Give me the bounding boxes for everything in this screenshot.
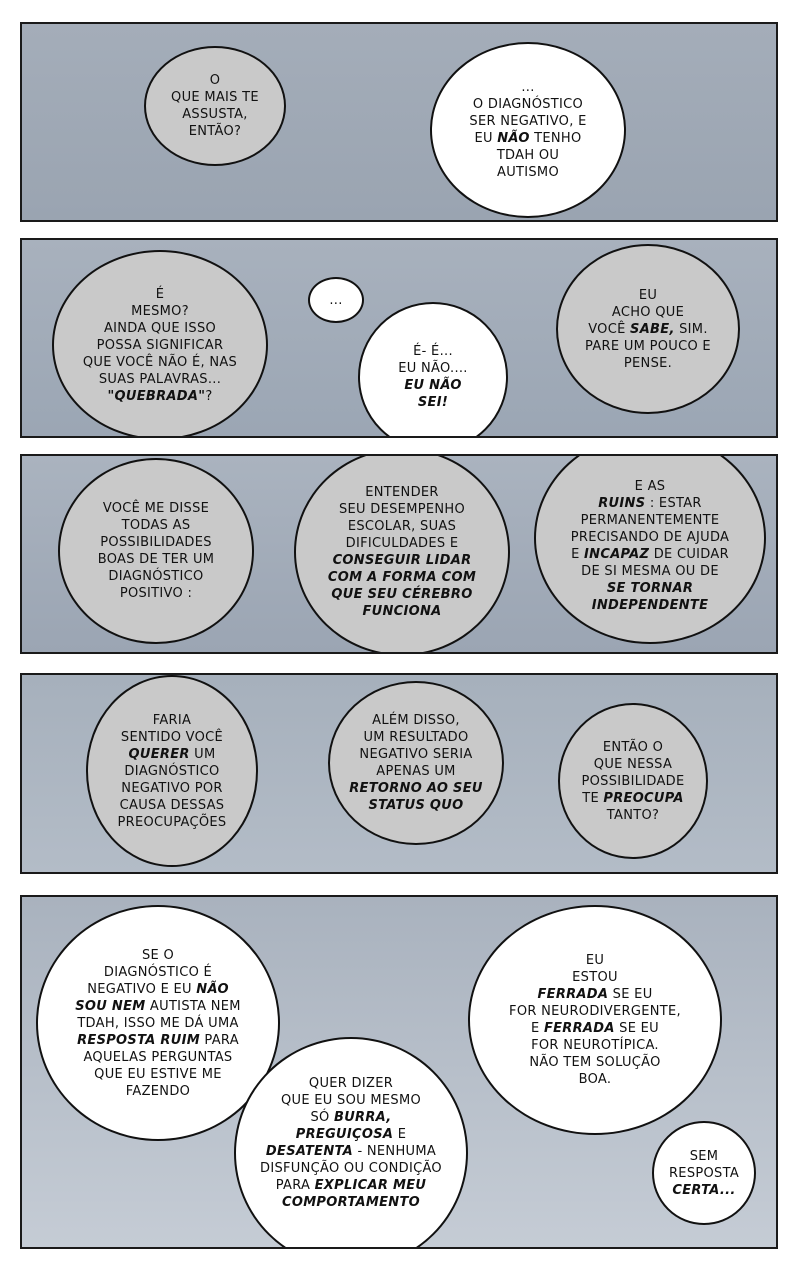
bubble-text	[398, 343, 468, 411]
emphasized-text: SE TORNAR	[606, 581, 694, 596]
text-line	[83, 286, 237, 303]
text-line	[75, 998, 241, 1015]
text-line	[75, 964, 241, 981]
text-segment: DE CUIDAR	[649, 547, 729, 562]
comic-panel-5	[20, 895, 778, 1249]
text-line	[118, 712, 227, 729]
bubble-text	[98, 500, 215, 602]
text-segment: SER NEGATIVO, E	[469, 114, 587, 129]
text-line	[83, 354, 237, 371]
emphasized-text: EU NÃO	[404, 378, 462, 393]
text-line	[260, 1109, 442, 1126]
bubble-text	[328, 484, 476, 620]
emphasized-text: COMPORTAMENTO	[282, 1195, 420, 1210]
speech-bubble	[328, 681, 504, 845]
text-line	[398, 377, 468, 394]
bubble-text	[509, 952, 681, 1088]
text-segment: TDAH, ISSO ME DÁ UMA	[77, 1015, 239, 1031]
text-line	[118, 780, 227, 797]
text-line	[98, 585, 215, 602]
text-segment: DIAGNÓSTICO	[124, 763, 220, 779]
text-line	[328, 586, 476, 603]
comic-panel-3	[20, 454, 778, 654]
text-segment: PERMANENTEMENTE	[580, 513, 720, 528]
text-segment: PARE UM POUCO E	[585, 338, 711, 354]
text-line	[260, 1075, 442, 1092]
text-line	[75, 1066, 241, 1083]
text-line	[260, 1126, 442, 1143]
bubble-text	[83, 286, 237, 405]
text-segment: NEGATIVO E EU	[87, 981, 197, 997]
comic-panel-2	[20, 238, 778, 438]
text-segment: ALÉM DISSO,	[372, 713, 460, 728]
text-segment: DIAGNÓSTICO É	[103, 964, 213, 980]
text-segment: EU NÃO....	[398, 361, 468, 376]
text-segment: ACHO QUE	[611, 304, 685, 320]
text-segment: TDAH OU	[496, 148, 560, 163]
bubble-text	[118, 712, 227, 831]
emphasized-text: CERTA...	[672, 1182, 736, 1198]
text-line	[349, 729, 483, 746]
text-segment: É- É...	[413, 344, 453, 359]
text-segment: DIFICULDADES E	[345, 536, 459, 551]
bubble-text	[585, 287, 711, 372]
speech-bubble	[52, 250, 268, 438]
text-segment: O	[209, 73, 221, 88]
comic-panel-1	[20, 22, 778, 222]
text-line	[260, 1194, 442, 1211]
text-line	[328, 535, 476, 552]
text-line	[83, 371, 237, 388]
emphasized-text: RUINS	[598, 496, 646, 511]
bubble-text	[171, 72, 259, 140]
comic-panel-4	[20, 673, 778, 874]
text-segment: DISFUNÇÃO OU CONDIÇÃO	[260, 1161, 442, 1176]
emphasized-text: INCAPAZ	[584, 547, 650, 562]
bubble-text	[329, 292, 342, 309]
text-line	[571, 546, 729, 563]
text-segment: QUE MAIS TE	[171, 90, 259, 105]
bubble-text	[571, 462, 729, 614]
text-line	[509, 952, 681, 969]
text-segment: TENHO	[529, 131, 582, 146]
text-segment: VOCÊ	[588, 321, 631, 337]
text-segment: QUE EU ESTIVE ME	[94, 1066, 222, 1082]
speech-bubble	[468, 905, 722, 1135]
text-segment: ...	[329, 292, 343, 308]
emphasized-text: DESATENTA	[265, 1144, 354, 1159]
text-segment: RESPOSTA	[668, 1165, 740, 1181]
text-line	[328, 484, 476, 501]
text-line	[75, 981, 241, 998]
speech-bubble	[358, 302, 508, 438]
text-segment: SEM	[689, 1148, 719, 1164]
emphasized-text: FERRADA	[543, 1021, 615, 1036]
emphasized-text: SABE,	[630, 321, 675, 337]
text-line	[469, 79, 586, 96]
emphasized-text: SOU NEM	[75, 998, 146, 1014]
speech-bubble	[534, 454, 766, 644]
text-line	[75, 1015, 241, 1032]
text-segment: POSSA SIGNIFICAR	[96, 337, 224, 353]
text-line	[171, 89, 259, 106]
text-segment: APENAS UM	[376, 764, 456, 779]
text-segment: UM	[189, 746, 216, 762]
emphasized-text: INDEPENDENTE	[591, 598, 709, 613]
text-line	[571, 529, 729, 546]
text-segment: ASSUSTA,	[182, 107, 248, 122]
text-segment: EU	[474, 131, 498, 146]
text-line	[118, 797, 227, 814]
text-line	[328, 603, 476, 620]
text-line	[585, 287, 711, 304]
text-line	[118, 814, 227, 831]
text-line	[469, 164, 586, 181]
bubble-text	[669, 1148, 739, 1199]
speech-bubble	[652, 1121, 756, 1225]
text-segment: ESCOLAR, SUAS	[347, 519, 457, 534]
text-line	[75, 1083, 241, 1100]
text-line	[585, 321, 711, 338]
text-line	[571, 512, 729, 529]
text-segment: QUE EU SOU MESMO	[280, 1093, 421, 1108]
text-segment: SE EU	[614, 1021, 659, 1036]
text-line	[98, 568, 215, 585]
text-segment: BOAS DE TER UM	[97, 552, 215, 567]
text-segment: CAUSA DESSAS	[119, 797, 225, 813]
text-segment: E	[571, 547, 585, 562]
text-line	[571, 597, 729, 614]
text-segment: E AS	[634, 479, 666, 494]
text-line	[118, 763, 227, 780]
text-segment: AUTISTA NEM	[145, 998, 241, 1014]
text-segment: NEGATIVO POR	[121, 780, 223, 796]
emphasized-text: QUE SEU CÉREBRO	[331, 587, 473, 602]
text-line	[83, 303, 237, 320]
text-line	[398, 360, 468, 377]
text-line	[581, 807, 684, 824]
bubble-text	[581, 739, 684, 824]
emphasized-text: QUERER	[128, 746, 190, 762]
text-line	[260, 1160, 442, 1177]
emphasized-text: STATUS QUO	[368, 798, 464, 813]
text-segment: TODAS AS	[121, 518, 191, 533]
text-segment: ENTÃO O	[602, 739, 664, 755]
text-segment: É	[155, 286, 165, 302]
text-line	[469, 113, 586, 130]
text-line	[509, 1020, 681, 1037]
emphasized-text: EXPLICAR MEU	[314, 1178, 427, 1193]
text-segment: ...	[521, 80, 535, 95]
text-segment: DE SI MESMA OU DE	[581, 564, 719, 579]
text-line	[509, 1071, 681, 1088]
text-line	[581, 790, 684, 807]
text-line	[260, 1092, 442, 1109]
text-line	[118, 729, 227, 746]
text-line	[328, 569, 476, 586]
text-line	[669, 1165, 739, 1182]
text-line	[571, 478, 729, 495]
text-segment: NEGATIVO SERIA	[359, 747, 473, 762]
text-line	[349, 780, 483, 797]
emphasized-text: RESPOSTA RUIM	[77, 1032, 200, 1048]
text-segment: PRECISANDO DE AJUDA	[570, 530, 730, 545]
text-segment: FARIA	[152, 712, 192, 728]
text-segment: DIAGNÓSTICO	[108, 569, 204, 584]
text-segment: POSSIBILIDADES	[100, 535, 212, 550]
text-segment: SENTIDO VOCÊ	[120, 729, 224, 745]
text-line	[469, 147, 586, 164]
text-segment: FAZENDO	[125, 1083, 191, 1099]
text-segment: O DIAGNÓSTICO	[472, 97, 584, 112]
text-segment: AUTISMO	[497, 165, 559, 180]
text-segment: E	[393, 1127, 407, 1142]
text-segment: PREOCUPAÇÕES	[117, 814, 227, 830]
text-segment: AQUELAS PERGUNTAS	[83, 1049, 233, 1065]
speech-bubble	[294, 454, 510, 654]
emphasized-text: FUNCIONA	[362, 604, 442, 619]
emphasized-text: "QUEBRADA"	[107, 388, 206, 404]
text-segment: TE	[582, 790, 604, 806]
text-line	[509, 1037, 681, 1054]
text-segment: SE O	[141, 947, 174, 963]
text-line	[585, 338, 711, 355]
emphasized-text: NÃO	[196, 981, 229, 997]
text-segment: POSITIVO :	[119, 586, 193, 601]
speech-bubble	[430, 42, 626, 218]
speech-bubble	[58, 458, 254, 644]
text-segment: PARA	[199, 1032, 239, 1048]
text-segment: BOA.	[578, 1072, 612, 1087]
text-line	[98, 517, 215, 534]
emphasized-text: PREOCUPA	[603, 790, 684, 806]
bubble-text	[75, 947, 241, 1100]
speech-bubble	[144, 46, 286, 166]
text-line	[509, 969, 681, 986]
text-line	[571, 495, 729, 512]
text-segment: ?	[205, 388, 213, 404]
text-line	[260, 1143, 442, 1160]
text-segment: MESMO?	[131, 303, 189, 319]
text-line	[328, 552, 476, 569]
text-segment: QUER DIZER	[308, 1076, 394, 1091]
text-line	[669, 1148, 739, 1165]
text-segment: SÓ	[310, 1110, 334, 1125]
emphasized-text: PREGUIÇOSA	[295, 1127, 394, 1142]
speech-bubble	[86, 675, 258, 867]
text-segment: ESTOU	[572, 970, 618, 985]
text-segment: FOR NEURODIVERGENTE,	[509, 1004, 681, 1019]
bubble-text	[469, 79, 586, 181]
text-line	[585, 304, 711, 321]
text-segment: SEU DESEMPENHO	[338, 502, 465, 517]
text-line	[328, 501, 476, 518]
text-segment: AINDA QUE ISSO	[103, 320, 217, 336]
text-line	[83, 320, 237, 337]
text-segment: ENTÃO?	[188, 124, 242, 139]
text-line	[669, 1182, 739, 1199]
text-segment: SIM.	[674, 321, 708, 337]
text-line	[398, 394, 468, 411]
text-line	[75, 1032, 241, 1049]
text-line	[349, 712, 483, 729]
text-segment: - NENHUMA	[353, 1144, 437, 1159]
text-segment: SE EU	[608, 987, 653, 1002]
text-line	[328, 518, 476, 535]
text-line	[585, 355, 711, 372]
text-line	[349, 763, 483, 780]
text-line	[118, 746, 227, 763]
text-line	[349, 746, 483, 763]
text-line	[349, 797, 483, 814]
text-segment: QUE NESSA	[593, 756, 673, 772]
text-line	[509, 1003, 681, 1020]
speech-bubble	[556, 244, 740, 414]
text-segment: ENTENDER	[365, 485, 439, 500]
text-line	[581, 739, 684, 756]
text-segment: TANTO?	[606, 807, 660, 823]
text-segment: PENSE.	[623, 355, 673, 371]
text-line	[83, 337, 237, 354]
bubble-text	[349, 712, 483, 814]
emphasized-text: NÃO	[497, 131, 530, 146]
text-line	[98, 534, 215, 551]
text-line	[98, 500, 215, 517]
text-segment: FOR NEUROTÍPICA.	[531, 1038, 659, 1053]
emphasized-text: RETORNO AO SEU	[349, 781, 483, 796]
text-line	[398, 343, 468, 360]
text-line	[581, 773, 684, 790]
text-line	[260, 1177, 442, 1194]
text-segment: UM RESULTADO	[363, 730, 469, 745]
text-line	[509, 1054, 681, 1071]
emphasized-text: BURRA,	[333, 1110, 392, 1125]
emphasized-text: SEI!	[417, 395, 449, 410]
text-line	[75, 1049, 241, 1066]
text-line	[509, 986, 681, 1003]
emphasized-text: FERRADA	[537, 987, 609, 1002]
speech-bubble	[234, 1037, 468, 1249]
text-segment: POSSIBILIDADE	[581, 773, 685, 789]
text-line	[171, 106, 259, 123]
text-line	[581, 756, 684, 773]
text-segment: QUE VOCÊ NÃO É, NAS	[82, 354, 238, 370]
speech-bubble	[308, 277, 364, 323]
text-line	[98, 551, 215, 568]
text-segment: SUAS PALAVRAS...	[98, 371, 222, 387]
text-segment: NÃO TEM SOLUÇÃO	[529, 1055, 661, 1070]
text-line	[571, 563, 729, 580]
emphasized-text: COM A FORMA COM	[327, 570, 477, 585]
text-segment: : ESTAR	[645, 496, 702, 511]
text-segment: PARA	[275, 1178, 315, 1193]
emphasized-text: CONSEGUIR LIDAR	[332, 553, 472, 568]
text-segment: EU	[585, 953, 605, 968]
bubble-text	[260, 1075, 442, 1231]
text-line	[75, 947, 241, 964]
text-segment: EU	[638, 287, 658, 303]
text-line	[469, 96, 586, 113]
text-line	[171, 72, 259, 89]
text-line	[171, 123, 259, 140]
text-segment: E	[530, 1021, 544, 1036]
text-line	[469, 130, 586, 147]
text-line	[329, 292, 342, 309]
text-segment: VOCÊ ME DISSE	[102, 501, 210, 516]
speech-bubble	[558, 703, 708, 859]
text-line	[83, 388, 237, 405]
text-line	[571, 580, 729, 597]
